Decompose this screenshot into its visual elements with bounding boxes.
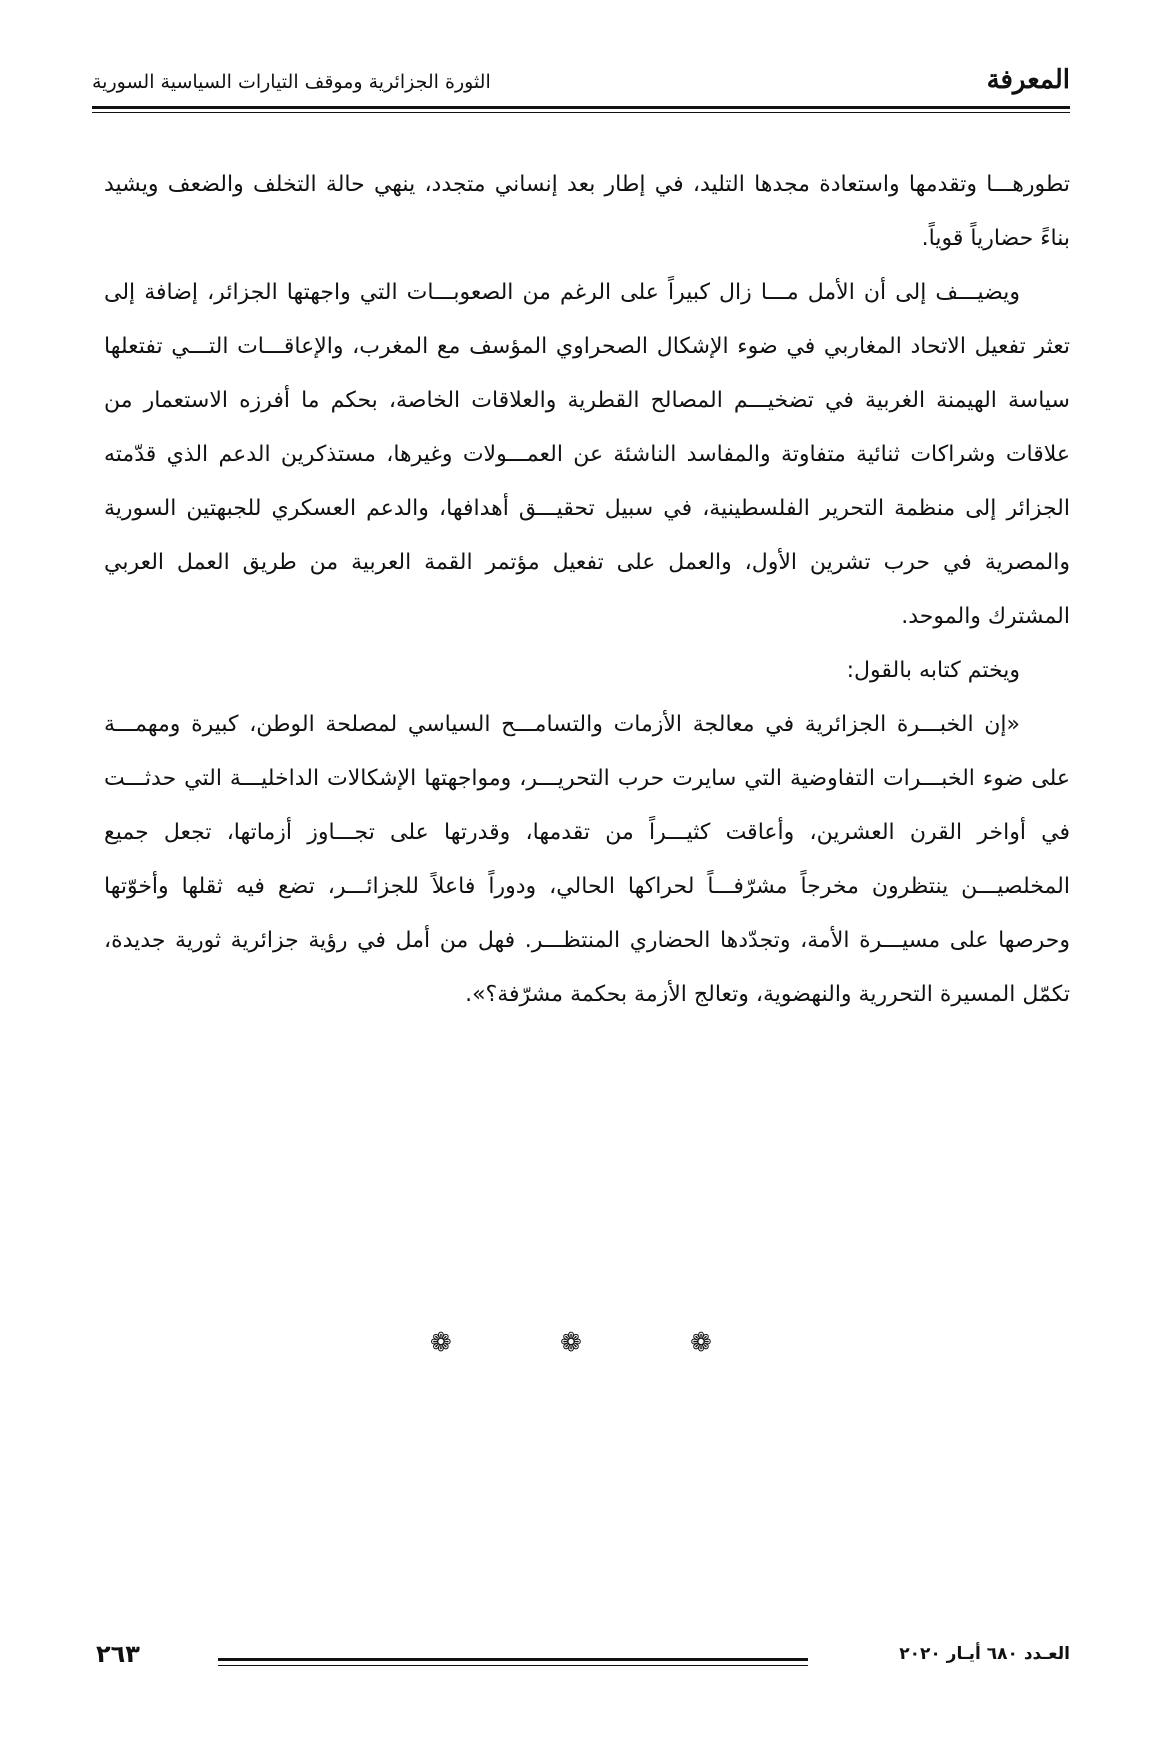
footer-rule-thin <box>218 1665 808 1666</box>
paragraph: تطورهـــا وتقدمها واستعادة مجدها التليد، في إطار بعد إنساني متجدد، ينهي حالة التخلف والضعف ويشيد بناءً حضارياً قوياً. <box>104 172 1070 251</box>
footer-rule <box>218 1658 808 1661</box>
header-rule <box>92 106 1070 109</box>
article-body <box>104 158 1070 1022</box>
paragraph: ويختم كتابه بالقول: <box>846 658 1020 683</box>
quote-paragraph: «إن الخبـــرة الجزائرية في معالجة الأزمات والتسامـــح السياسي لمصلحة الوطن، كبيرة ومهمـــة على ضوء الخبـــرات التفاوضية التي سايرت حرب التحريـــر، ومواجهتها الإشكالات الداخليـــة التي حدثـــت في أواخر القرن العشرين، وأعاقت كثيـــراً من تقدمها، وقدرتها على تجـــاوز أزماتها، تجعل جميع المخلصيـــن ينتظرون مخرجاً مشرّفـــاً لحراكها الحالي، ودوراً فاعلاً للجزائـــر، تضع فيه ثقلها وأخوّتها وحرصها على مسيـــرة الأمة، وتجدّدها الحضاري المنتظـــر. فهل من أمل في رؤية جزائرية ثورية جديدة، تكمّل المسيرة التحررية والنهضوية، وتعالج الأزمة بحكمة مشرّفة؟». <box>104 712 1070 1007</box>
issue-info: العـدد ٦٨٠ أيـار ٢٠٢٠ <box>899 1644 1070 1664</box>
header-rule-thin <box>92 112 1070 113</box>
flower-ornament-icon: ❁ <box>690 1328 744 1358</box>
paragraph: ويضيـــف إلى أن الأمل مـــا زال كبيراً على الرغم من الصعوبـــات التي واجهتها الجزائر، إضافة إلى تعثر تفعيل الاتحاد المغاربي في ضوء الإشكال الصحراوي المؤسف مع المغرب، والإعاقـــات التـــي تفتعلها سياسة الهيمنة الغربية في تضخيـــم المصالح القطرية والعلاقات الخاصة، بحكم ما أفرزه الاستعمار من علاقات وشراكات ثنائية متفاوتة والمفاسد الناشئة عن العمـــولات وغيرها، مستذكرين الدعم الذي قدّمته الجزائر إلى منظمة التحرير الفلسطينية، في سبيل تحقيـــق أهدافها، والدعم العسكري للجبهتين السورية والمصرية في حرب تشرين الأول، والعمل على تفعيل مؤتمر القمة العربية من طريق العمل العربي المشترك والموحد. <box>104 280 1070 629</box>
magazine-logo: المعرفة <box>986 65 1070 95</box>
running-title: الثورة الجزائرية وموقف التيارات السياسية السورية <box>92 71 491 93</box>
section-ornaments <box>0 1328 1174 1358</box>
flower-ornament-icon: ❁ <box>430 1328 484 1358</box>
flower-ornament-icon: ❁ <box>560 1328 614 1358</box>
page-number: ٢٦٣ <box>96 1640 140 1668</box>
page-header <box>92 62 1070 106</box>
